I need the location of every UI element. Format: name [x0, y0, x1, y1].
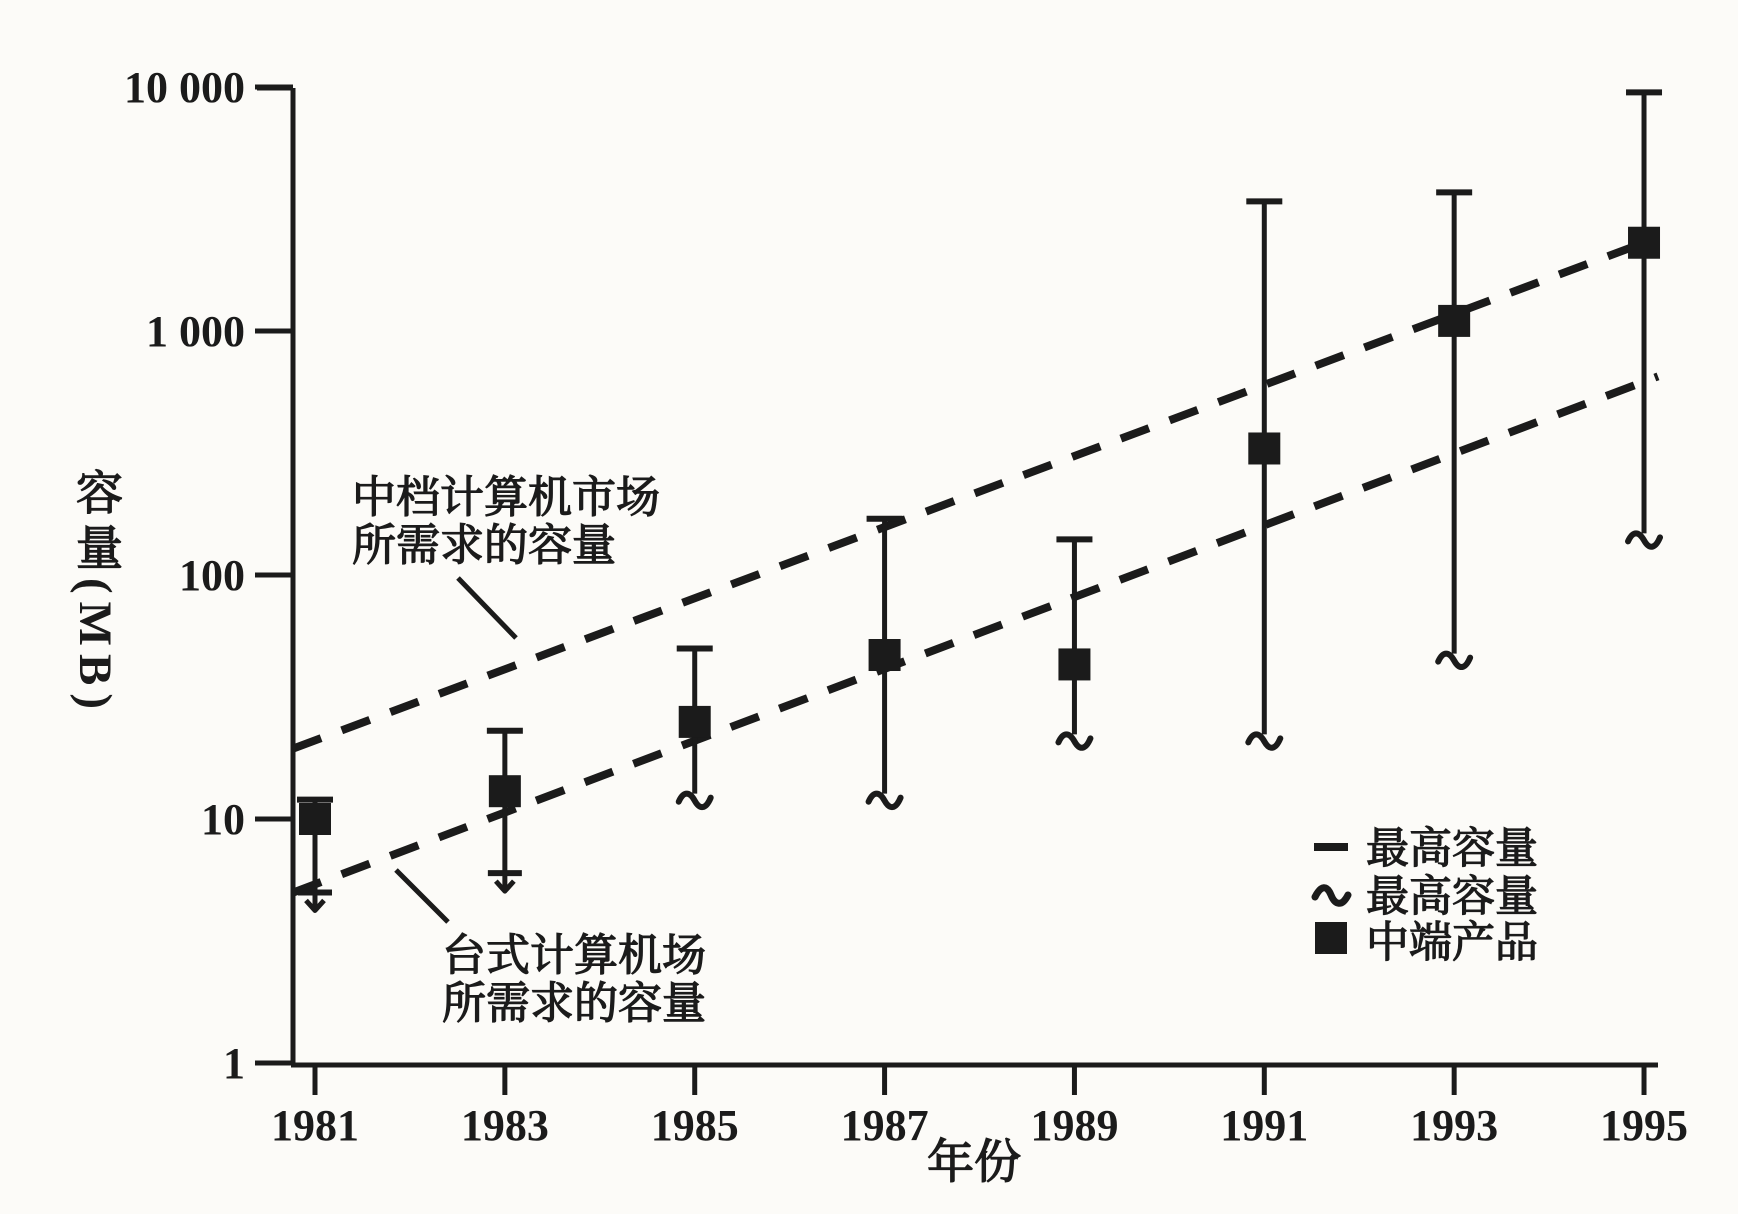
midrange-product-square — [489, 775, 521, 807]
whisker-tilde-end — [679, 794, 711, 807]
annotation-midrange-leader-line — [458, 578, 516, 638]
legend-tilde-symbol — [1315, 888, 1348, 904]
data-point-1987 — [867, 519, 903, 807]
x-tick-label: 1985 — [650, 1101, 739, 1150]
annotation-midrange-demand — [352, 473, 660, 638]
y-tick-label: 10 — [201, 795, 245, 844]
y-tick-label: 100 — [179, 551, 245, 600]
midrange-product-square — [299, 803, 331, 835]
annotation-midrange-line2: 所需求的容量 — [352, 521, 616, 570]
legend-label-min-capacity: 最高容量 — [1366, 874, 1538, 921]
midrange-product-square — [869, 639, 901, 671]
annotation-desktop-line1: 台式计算机场 — [442, 931, 706, 980]
midrange-product-square — [679, 706, 711, 738]
whisker-tilde-end — [869, 794, 901, 807]
data-point-1989 — [1056, 539, 1092, 747]
midrange-product-square — [1438, 305, 1470, 337]
y-axis-label: 容量(MB) — [69, 468, 121, 718]
data-point-1981 — [297, 800, 333, 911]
whisker-tilde-end — [1248, 734, 1280, 747]
annotation-desktop-line2: 所需求的容量 — [442, 979, 706, 1028]
x-tick-label: 1987 — [840, 1101, 929, 1150]
x-tick-label: 1991 — [1220, 1101, 1309, 1150]
annotation-desktop-leader-line — [396, 870, 448, 922]
data-point-1995 — [1626, 92, 1662, 546]
y-tick-label: 10 000 — [124, 63, 245, 112]
whisker-tilde-end — [1628, 533, 1660, 546]
whisker-tilde-end — [1058, 734, 1090, 747]
x-tick-label: 1993 — [1410, 1101, 1499, 1150]
data-point-1983 — [487, 731, 523, 891]
annotation-desktop-demand — [396, 870, 706, 1028]
x-axis-label: 年份 — [927, 1137, 1021, 1189]
legend-label-midrange-product: 中端产品 — [1366, 920, 1538, 967]
y-tick-label: 1 000 — [146, 307, 245, 356]
y-tick-label: 1 — [223, 1039, 245, 1088]
x-tick-label: 1983 — [460, 1101, 549, 1150]
midrange-product-square — [1248, 432, 1280, 464]
whisker-tilde-end — [1438, 654, 1470, 667]
annotation-midrange-line1: 中档计算机市场 — [352, 473, 660, 522]
x-tick-label: 1995 — [1600, 1101, 1689, 1150]
midrange-product-square — [1628, 227, 1660, 259]
data-point-1991 — [1246, 201, 1282, 747]
legend — [1314, 825, 1538, 967]
x-tick-label: 1989 — [1030, 1101, 1119, 1150]
data-point-1985 — [677, 648, 713, 807]
legend-label-max-capacity: 最高容量 — [1366, 826, 1538, 873]
legend-square-symbol — [1315, 922, 1347, 954]
data-point-1993 — [1436, 192, 1472, 667]
x-tick-label: 1981 — [271, 1101, 359, 1150]
midrange-product-square — [1058, 648, 1090, 680]
legend-dash-symbol — [1314, 843, 1348, 851]
